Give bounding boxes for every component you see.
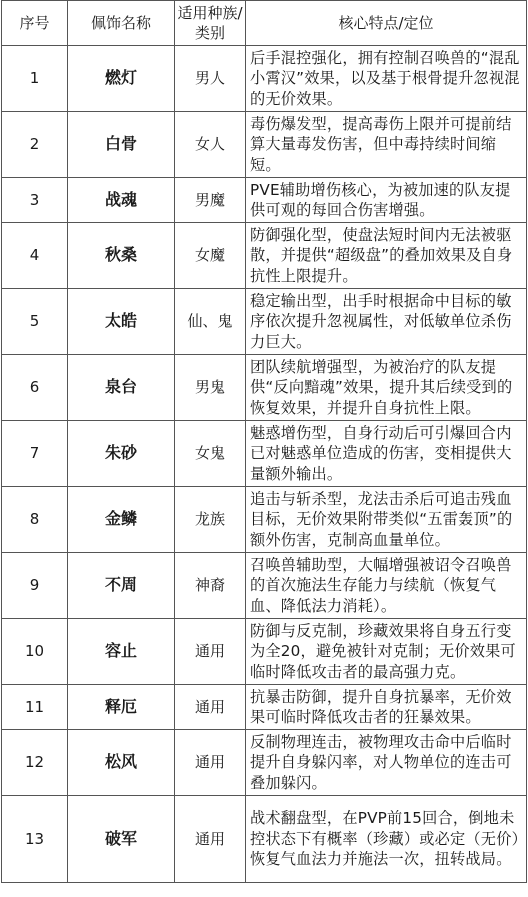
row-desc: PVE辅助增伤核心，为被加速的队友提供可观的每回合伤害增强。 (246, 178, 527, 223)
row-name: 燃灯 (68, 46, 175, 112)
row-race: 男魔 (175, 178, 246, 223)
row-index: 3 (2, 178, 68, 223)
row-index: 12 (2, 730, 68, 796)
header-index: 序号 (2, 1, 68, 46)
row-name: 释厄 (68, 685, 175, 730)
table-row (2, 421, 527, 487)
table-row (2, 730, 527, 796)
table-row (2, 223, 527, 289)
row-name: 太皓 (68, 289, 175, 355)
row-desc: 召唤兽辅助型，大幅增强被诏令召唤兽的首次施法生存能力与续航（恢复气血、降低法力消耗）。 (246, 553, 527, 619)
row-index: 11 (2, 685, 68, 730)
row-race: 神裔 (175, 553, 246, 619)
table-row (2, 112, 527, 178)
row-desc: 魅惑增伤型，自身行动后可引爆回合内已对魅惑单位造成的伤害，变相提供大量额外输出。 (246, 421, 527, 487)
row-name: 战魂 (68, 178, 175, 223)
table-row (2, 289, 527, 355)
row-race: 通用 (175, 730, 246, 796)
accessory-table (1, 0, 527, 883)
row-race: 男鬼 (175, 355, 246, 421)
row-name: 松风 (68, 730, 175, 796)
row-race: 仙、鬼 (175, 289, 246, 355)
row-desc: 稳定输出型，出手时根据命中目标的敏序依次提升忽视属性，对低敏单位杀伤力巨大。 (246, 289, 527, 355)
row-name: 容止 (68, 619, 175, 685)
row-desc: 抗暴击防御，提升自身抗暴率，无价效果可临时降低攻击者的狂暴效果。 (246, 685, 527, 730)
row-name: 泉台 (68, 355, 175, 421)
row-index: 8 (2, 487, 68, 553)
table-row (2, 553, 527, 619)
table-row (2, 619, 527, 685)
row-index: 4 (2, 223, 68, 289)
row-index: 7 (2, 421, 68, 487)
row-desc: 反制物理连击，被物理攻击命中后临时提升自身躲闪率，对人物单位的连击可叠加躲闪。 (246, 730, 527, 796)
row-desc: 防御与反克制，珍藏效果将自身五行变为全20，避免被针对克制；无价效果可临时降低攻击者的最高强力克。 (246, 619, 527, 685)
row-index: 1 (2, 46, 68, 112)
row-index: 2 (2, 112, 68, 178)
header-race: 适用种族/类别 (175, 1, 246, 46)
row-desc: 追击与斩杀型，龙法击杀后可追击残血目标，无价效果附带类似“五雷轰顶”的额外伤害，克制高血量单位。 (246, 487, 527, 553)
row-index: 9 (2, 553, 68, 619)
header-desc: 核心特点/定位 (246, 1, 527, 46)
row-race: 女鬼 (175, 421, 246, 487)
row-race: 通用 (175, 685, 246, 730)
row-desc: 后手混控强化，拥有控制召唤兽的“混乱小霄汉”效果，以及基于根骨提升忽视混的无价效果。 (246, 46, 527, 112)
table-row (2, 355, 527, 421)
row-name: 朱砂 (68, 421, 175, 487)
row-desc: 毒伤爆发型，提高毒伤上限并可提前结算大量毒发伤害，但中毒持续时间缩短。 (246, 112, 527, 178)
row-index: 10 (2, 619, 68, 685)
row-race: 通用 (175, 796, 246, 883)
table-row (2, 796, 527, 883)
row-desc: 团队续航增强型，为被治疗的队友提供“反向黯魂”效果，提升其后续受到的恢复效果，并提升自身抗性上限。 (246, 355, 527, 421)
row-name: 秋桑 (68, 223, 175, 289)
row-race: 龙族 (175, 487, 246, 553)
row-race: 女魔 (175, 223, 246, 289)
row-name: 不周 (68, 553, 175, 619)
table-row (2, 46, 527, 112)
table-row (2, 685, 527, 730)
row-index: 6 (2, 355, 68, 421)
row-race: 通用 (175, 619, 246, 685)
row-race: 女人 (175, 112, 246, 178)
row-name: 破军 (68, 796, 175, 883)
table-row (2, 487, 527, 553)
row-desc: 防御强化型，使盘法短时间内无法被驱散，并提供“超级盘”的叠加效果及自身抗性上限提升。 (246, 223, 527, 289)
row-name: 白骨 (68, 112, 175, 178)
table-row (2, 178, 527, 223)
table-header-row (2, 1, 527, 46)
row-desc: 战术翻盘型，在PVP前15回合，倒地未控状态下有概率（珍藏）或必定（无价）恢复气血法力并施法一次，扭转战局。 (246, 796, 527, 883)
row-index: 5 (2, 289, 68, 355)
row-race: 男人 (175, 46, 246, 112)
row-name: 金鳞 (68, 487, 175, 553)
row-index: 13 (2, 796, 68, 883)
header-name: 佩饰名称 (68, 1, 175, 46)
